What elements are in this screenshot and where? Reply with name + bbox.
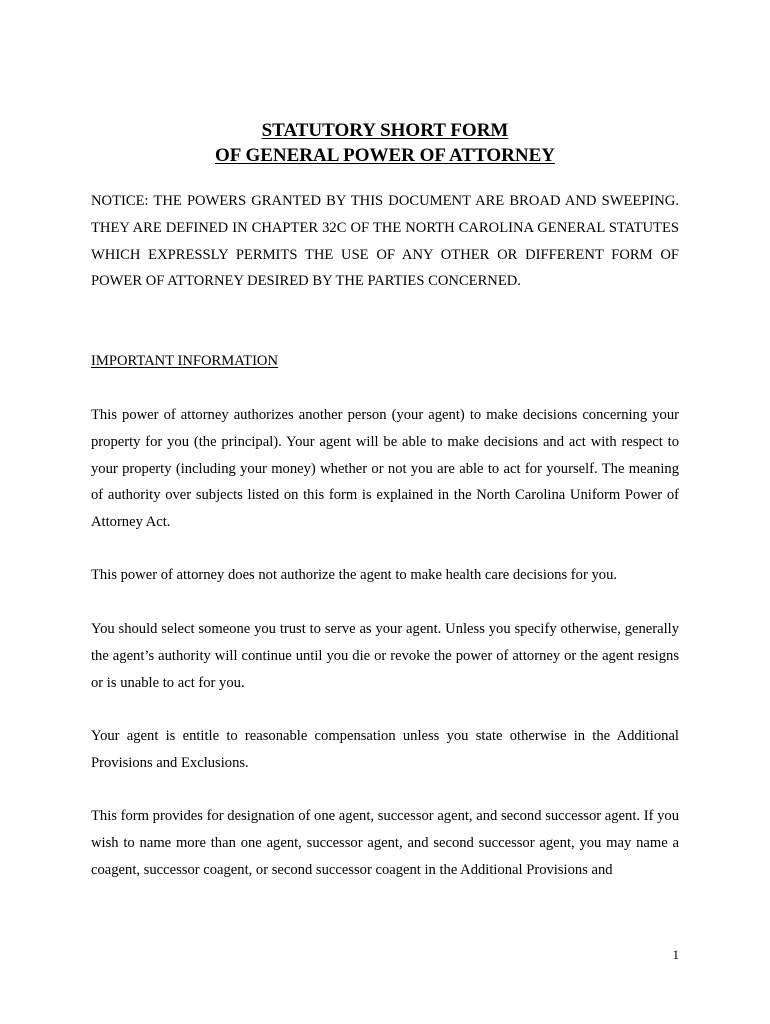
document-title	[0, 118, 770, 168]
paragraph-compensation: Your agent is entitle to reasonable compensation unless you state otherwise in the Additional Provisions and Exclusions.	[91, 728, 679, 771]
notice-paragraph: NOTICE: THE POWERS GRANTED BY THIS DOCUMENT ARE BROAD AND SWEEPING. THEY ARE DEFINED IN CHAPTER 32C OF THE NORTH CAROLINA GENERAL STATUTES WHICH EXPRESSLY PERMITS THE USE OF ANY OTHER OR DIFFERENT FORM OF POWER OF ATTORNEY DESIRED BY THE PARTIES CONCERNED.	[91, 193, 679, 290]
paragraph-designation: This form provides for designation of one agent, successor agent, and second successor agent. If you wish to name more than one agent, successor agent, and second successor agent, you may name a coagent, successor coagent, or second successor coagent in the Additional Provisions and	[91, 808, 679, 878]
paragraph-health-care: This power of attorney does not authorize the agent to make health care decisions for you.	[91, 567, 618, 583]
title-line-2: OF GENERAL POWER OF ATTORNEY	[215, 145, 555, 166]
page-number: 1	[672, 947, 679, 962]
title-line-1: STATUTORY SHORT FORM	[261, 120, 509, 141]
section-heading: IMPORTANT INFORMATION	[91, 353, 279, 369]
paragraph-select-agent: You should select someone you trust to serve as your agent. Unless you specify otherwise, generally the agent’s authority will continue until you die or revoke the power of attorney or the agent resigns or is unable to act for you.	[91, 621, 679, 691]
paragraph-agent-authority: This power of attorney authorizes another person (your agent) to make decisions concerning your property for you (the principal). Your agent will be able to make decisions and act with respect to your property (including your money) whether or not you are able to act for yourself. The meaning of authority over subjects listed on this form is explained in the North Carolina Uniform Power of Attorney Act.	[91, 407, 679, 531]
